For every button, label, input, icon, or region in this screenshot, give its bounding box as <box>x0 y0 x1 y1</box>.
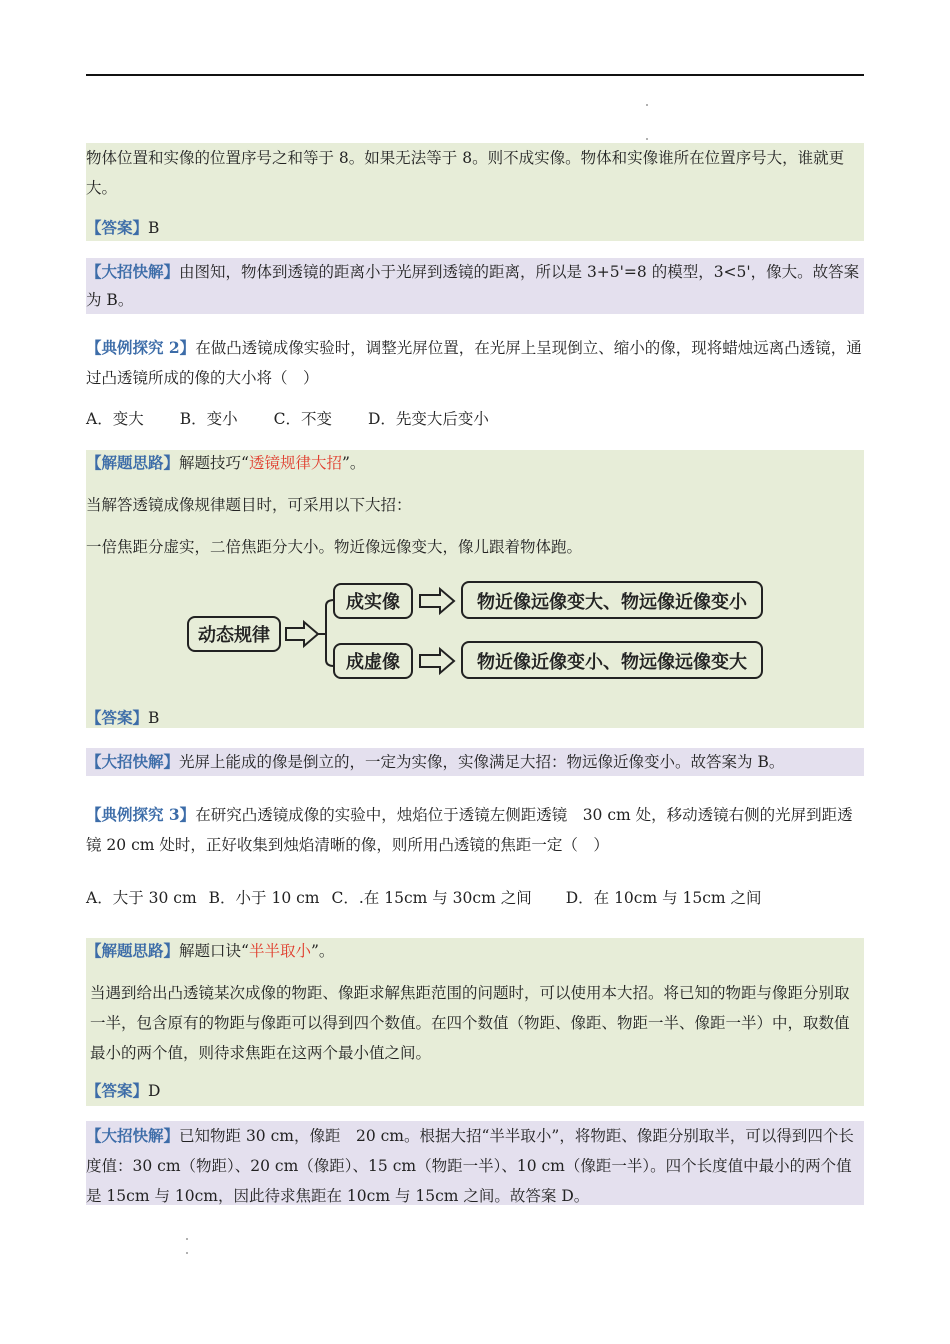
option-b: B．小于 10 cm <box>208 889 320 907</box>
idea-block-2: 【解题思路】解题技巧“透镜规律大招”。 当解答透镜成像规律题目时，可采用以下大招： 一倍焦距分虚实，二倍焦距分大小。物近像远像变大，像儿跟着物体跑。 【答案】B <box>86 450 864 728</box>
answer-value: B <box>148 219 160 237</box>
idea-tag: 【解题思路】 <box>86 941 180 960</box>
idea-block-3: 【解题思路】解题口诀“半半取小”。 当遇到给出凸透镜某次成像的物距、像距求解焦距范围的问题时，可以使用本大招。将已知的物距与像距分别取一半，包含原有的物距与像距可以得到四个数值。在四个数值（物距、像距、物距一半、像距一半）中，取数值最小的两个值，则待求焦距在这两个最小值之间。 【答案】D <box>86 938 864 1106</box>
virtual-rule-label: 物近像近像变小、物远像远像变大 <box>477 652 747 673</box>
trick-block-2 <box>86 748 864 776</box>
trick-text: 由图知，物体到透镜的距离小于光屏到透镜的距离，所以是 3+5'=8 的模型，3<5'，像大。故答案为 B。 <box>86 263 860 309</box>
virtual-label: 成虚像 <box>346 652 400 673</box>
speck <box>186 1238 188 1240</box>
real-rule-label: 物近像远像变大、物远像近像变小 <box>477 592 747 613</box>
option-c: C．.在 15cm 与 30cm 之间 <box>331 889 532 907</box>
answer-line <box>86 213 864 243</box>
example-question: 在做凸透镜成像实验时，调整光屏位置，在光屏上呈现倒立、缩小的像，现将蜡烛远离凸透镜，通过凸透镜所成的像的大小将（ ） <box>86 339 862 387</box>
real-label: 成实像 <box>346 592 400 613</box>
example-3 <box>86 800 864 860</box>
option-b: B．变小 <box>179 410 238 428</box>
example-2 <box>86 333 864 393</box>
idea-tag: 【解题思路】 <box>86 453 180 472</box>
answer-tag: 【答案】 <box>86 1081 149 1100</box>
answer-value: D <box>148 1082 161 1100</box>
idea-line-1: 当解答透镜成像规律题目时，可采用以下大招： <box>86 496 412 514</box>
solution-text: 物体位置和实像的位置序号之和等于 8。如果无法等于 8。则不成实像。物体和实像谁所在位置序号大，谁就更大。 <box>86 149 845 197</box>
trick-text: 已知物距 30 cm，像距 20 cm。根据大招“半半取小”，将物距、像距分别取半，可以得到四个长度值：30 cm（物距）、20 cm（像距）、15 cm（物距一半）、10 cm（像距一半）。四个长度值中最小的两个值是 15cm 与 10cm，因此待求焦距在 10cm 与 15cm 之间。故答案 D。 <box>86 1127 854 1205</box>
answer-tag: 【答案】 <box>86 218 149 237</box>
option-a: A．变大 <box>86 410 144 428</box>
trick-block-1 <box>86 258 864 314</box>
example-tag: 【典例探究 2】 <box>86 338 196 357</box>
example-tag: 【典例探究 3】 <box>86 805 196 824</box>
lens-rule-diagram <box>186 578 766 684</box>
idea-line-2: 一倍焦距分虚实，二倍焦距分大小。物近像远像变大，像儿跟着物体跑。 <box>86 538 583 556</box>
answer-line <box>86 703 159 733</box>
answer-line <box>86 1076 864 1106</box>
example-2-options <box>86 404 864 434</box>
trick-tag: 【大招快解】 <box>86 262 180 281</box>
option-d: D．在 10cm 与 15cm 之间 <box>565 889 762 907</box>
option-a: A．大于 30 cm <box>86 889 197 907</box>
trick-block-3 <box>86 1121 864 1205</box>
speck <box>186 1252 188 1254</box>
arrow-icon <box>420 589 454 613</box>
trick-text: 光屏上能成的像是倒立的，一定为实像，实像满足大招：物远像近像变小。故答案为 B。 <box>179 753 785 771</box>
option-d: D．先变大后变小 <box>367 410 489 428</box>
speck <box>646 138 648 140</box>
answer-value: B <box>148 709 160 727</box>
idea-body: 当遇到给出凸透镜某次成像的物距、像距求解焦距范围的问题时，可以使用本大招。将已知的物距与像距分别取一半，包含原有的物距与像距可以得到四个数值。在四个数值（物距、像距、物距一半、像距一半）中，取数值最小的两个值，则待求焦距在这两个最小值之间。 <box>90 984 850 1062</box>
solution-block-1 <box>86 143 864 241</box>
root-label: 动态规律 <box>198 625 270 646</box>
trick-tag: 【大招快解】 <box>86 752 180 771</box>
technique-name: 透镜规律大招 <box>248 454 342 472</box>
speck <box>646 104 648 106</box>
option-c: C．不变 <box>273 410 332 428</box>
example-question: 在研究凸透镜成像的实验中，烛焰位于透镜左侧距透镜 30 cm 处，移动透镜右侧的光屏到距透镜 20 cm 处时，正好收集到烛焰清晰的像，则所用凸透镜的焦距一定（ ） <box>86 806 853 854</box>
arrow-icon <box>286 622 318 646</box>
mnemonic-name: 半半取小 <box>248 942 311 960</box>
header-rule <box>86 74 864 76</box>
answer-tag: 【答案】 <box>86 708 149 727</box>
example-3-options <box>86 883 864 913</box>
trick-tag: 【大招快解】 <box>86 1126 180 1145</box>
arrow-icon <box>420 649 454 673</box>
